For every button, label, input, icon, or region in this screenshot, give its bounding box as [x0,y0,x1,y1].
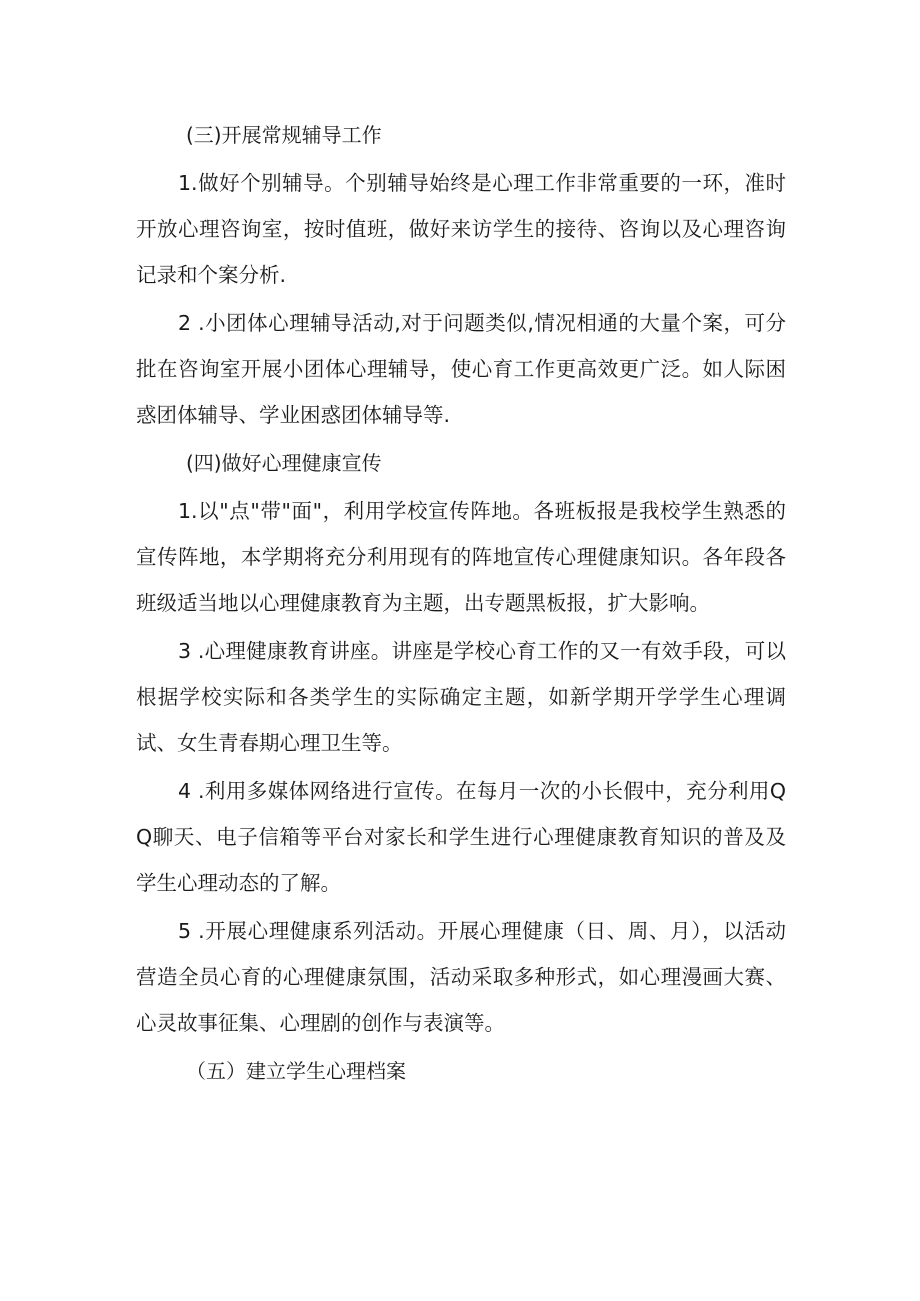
heading-section-4: (四)做好心理健康宣传 [186,451,382,475]
para-2-group-counseling: 2 .小团体心理辅导活动,对于问题类似,情况相通的大量个案，可分批在咨询室开展小团体心理辅导，使心育工作更高效更广泛。如人际困惑团体辅导、学业困惑团体辅导等. [136,311,786,427]
para-5-activities: 5 .开展心理健康系列活动。开展心理健康（日、周、月），以活动营造全员心育的心理健康氛围，活动采取多种形式，如心理漫画大赛、心灵故事征集、心理剧的创作与表演等。 [136,919,786,1035]
para-4-multimedia: 4 .利用多媒体网络进行宣传。在每月一次的小长假中，充分利用QQ聊天、电子信箱等平台对家长和学生进行心理健康教育知识的普及及学生心理动态的了解。 [136,779,786,895]
para-1-blackboard: 1.以"点"带"面"，利用学校宣传阵地。各班板报是我校学生熟悉的宣传阵地，本学期将充分利用现有的阵地宣传心理健康知识。各年段各班级适当地以心理健康教育为主题，出专题黑板报，扩大影响。 [136,499,786,615]
document-body [136,112,786,1096]
heading-section-3: (三)开展常规辅导工作 [186,123,382,147]
para-1-individual-counseling: 1.做好个别辅导。个别辅导始终是心理工作非常重要的一环，准时开放心理咨询室，按时值班，做好来访学生的接待、咨询以及心理咨询记录和个案分析. [136,171,786,287]
para-3-lectures: 3 .心理健康教育讲座。讲座是学校心育工作的又一有效手段，可以根据学校实际和各类学生的实际确定主题，如新学期开学学生心理调试、女生青春期心理卫生等。 [136,639,786,755]
heading-section-5: （五）建立学生心理档案 [186,1059,406,1083]
